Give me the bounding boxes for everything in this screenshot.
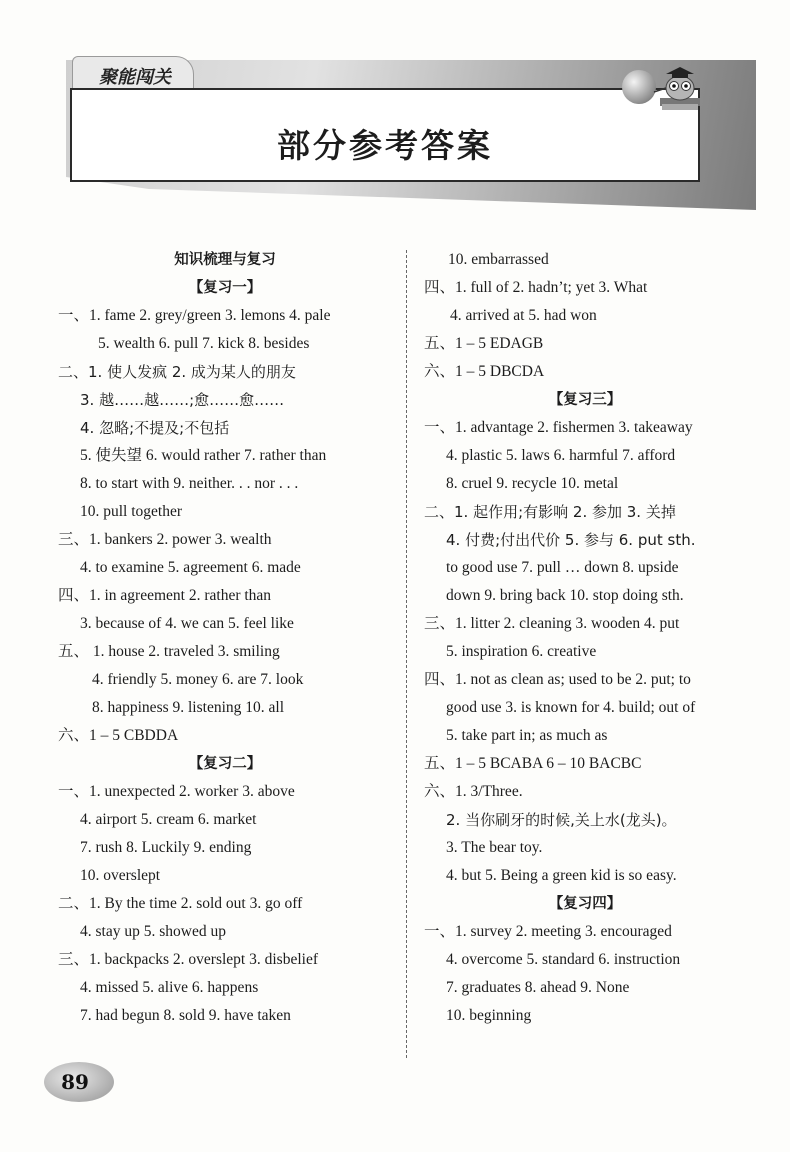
answer-line: 二、1. 起作用;有影响 2. 参加 3. 关掉 (424, 503, 676, 521)
answer-line: 六、1 – 5 DBCDA (424, 363, 545, 380)
answer-line: 一、1. unexpected 2. worker 3. above (58, 783, 295, 800)
title-box (70, 88, 700, 182)
answer-line: down 9. bring back 10. stop doing sth. (446, 587, 684, 604)
answer-line: 10. overslept (80, 867, 161, 884)
answer-line: 5. inspiration 6. creative (446, 643, 597, 660)
answer-line: good use 3. is known for 4. build; out of (446, 699, 696, 716)
answer-line: 一、1. advantage 2. fishermen 3. takeaway (424, 419, 693, 436)
answer-line: 六、1. 3/Three. (424, 783, 523, 800)
answer-line: 4. but 5. Being a green kid is so easy. (446, 867, 677, 884)
section-title-review-4: 【复习四】 (548, 896, 622, 912)
section-title-review-3: 【复习三】 (548, 392, 622, 408)
answer-line: 二、1. By the time 2. sold out 3. go off (58, 895, 303, 912)
answer-line: 一、1. survey 2. meeting 3. encouraged (424, 923, 672, 940)
answer-line: 3. The bear toy. (446, 839, 543, 856)
answer-line: 5. wealth 6. pull 7. kick 8. besides (98, 335, 310, 352)
logo-text: 聚能闯关 (99, 67, 171, 88)
answer-line: 五、1 – 5 BCABA 6 – 10 BACBC (424, 755, 642, 772)
answer-line: 4. plastic 5. laws 6. harmful 7. afford (446, 447, 676, 464)
answer-line: 5. 使失望 6. would rather 7. rather than (80, 447, 327, 464)
answer-line: 4. 付费;付出代价 5. 参与 6. put sth. (446, 531, 696, 549)
answer-line: 4. airport 5. cream 6. market (80, 811, 257, 828)
answer-line: 3. 越……越……;愈……愈…… (80, 391, 285, 409)
page-number-badge (44, 1062, 114, 1102)
answer-line: 10. pull together (80, 503, 183, 520)
page-title: 部分参考答案 (277, 126, 493, 165)
answer-line: 10. beginning (446, 1007, 532, 1024)
answer-line: 7. had begun 8. sold 9. have taken (80, 1007, 291, 1024)
answer-line: 4. to examine 5. agreement 6. made (80, 559, 301, 576)
answer-line: 4. arrived at 5. had won (450, 307, 597, 324)
column-divider (406, 250, 407, 1058)
answer-line: 三、1. litter 2. cleaning 3. wooden 4. put (424, 615, 680, 632)
answer-line: 4. overcome 5. standard 6. instruction (446, 951, 681, 968)
answer-line: 10. embarrassed (448, 251, 549, 268)
answer-line: 五、1 – 5 EDAGB (424, 335, 544, 352)
answer-line: 二、1. 使人发疯 2. 成为某人的朋友 (58, 363, 296, 381)
answer-line: 4. missed 5. alive 6. happens (80, 979, 259, 996)
answer-line: 4. friendly 5. money 6. are 7. look (92, 671, 304, 688)
answer-line: 三、1. bankers 2. power 3. wealth (58, 531, 272, 548)
answer-line: 一、1. fame 2. grey/green 3. lemons 4. pale (58, 307, 331, 324)
page-number: 89 (61, 1070, 89, 1094)
globe-icon (622, 70, 656, 104)
answer-line: 六、1 – 5 CBDDA (58, 727, 179, 744)
answer-line: 4. 忽略;不提及;不包括 (80, 419, 230, 437)
answer-line: 7. rush 8. Luckily 9. ending (80, 839, 252, 856)
answer-line: 8. to start with 9. neither. . . nor . . . (80, 475, 299, 492)
answer-line: 7. graduates 8. ahead 9. None (446, 979, 630, 996)
answer-line: 四、1. not as clean as; used to be 2. put; to (424, 671, 691, 688)
section-title-review-2: 【复习二】 (188, 756, 262, 772)
section-title-review-1: 【复习一】 (188, 280, 262, 296)
answer-line: 2. 当你刷牙的时候,关上水(龙头)。 (446, 811, 677, 829)
answer-line: 3. because of 4. we can 5. feel like (80, 615, 294, 632)
answer-line: 4. stay up 5. showed up (80, 923, 226, 940)
answer-line: 8. cruel 9. recycle 10. metal (446, 475, 619, 492)
answer-line: 5. take part in; as much as (446, 727, 608, 744)
owl-mascot-icon (652, 58, 708, 114)
answer-line: 四、1. in agreement 2. rather than (58, 587, 272, 604)
section-logo (72, 56, 194, 91)
answer-line: to good use 7. pull … down 8. upside (446, 559, 679, 576)
answer-line: 四、1. full of 2. hadn’t; yet 3. What (424, 279, 648, 296)
page-header (0, 0, 790, 230)
answer-line: 五、 1. house 2. traveled 3. smiling (58, 643, 280, 660)
section-heading: 知识梳理与复习 (174, 252, 276, 268)
answer-line: 三、1. backpacks 2. overslept 3. disbelief (58, 951, 318, 968)
answer-line: 8. happiness 9. listening 10. all (92, 699, 285, 716)
